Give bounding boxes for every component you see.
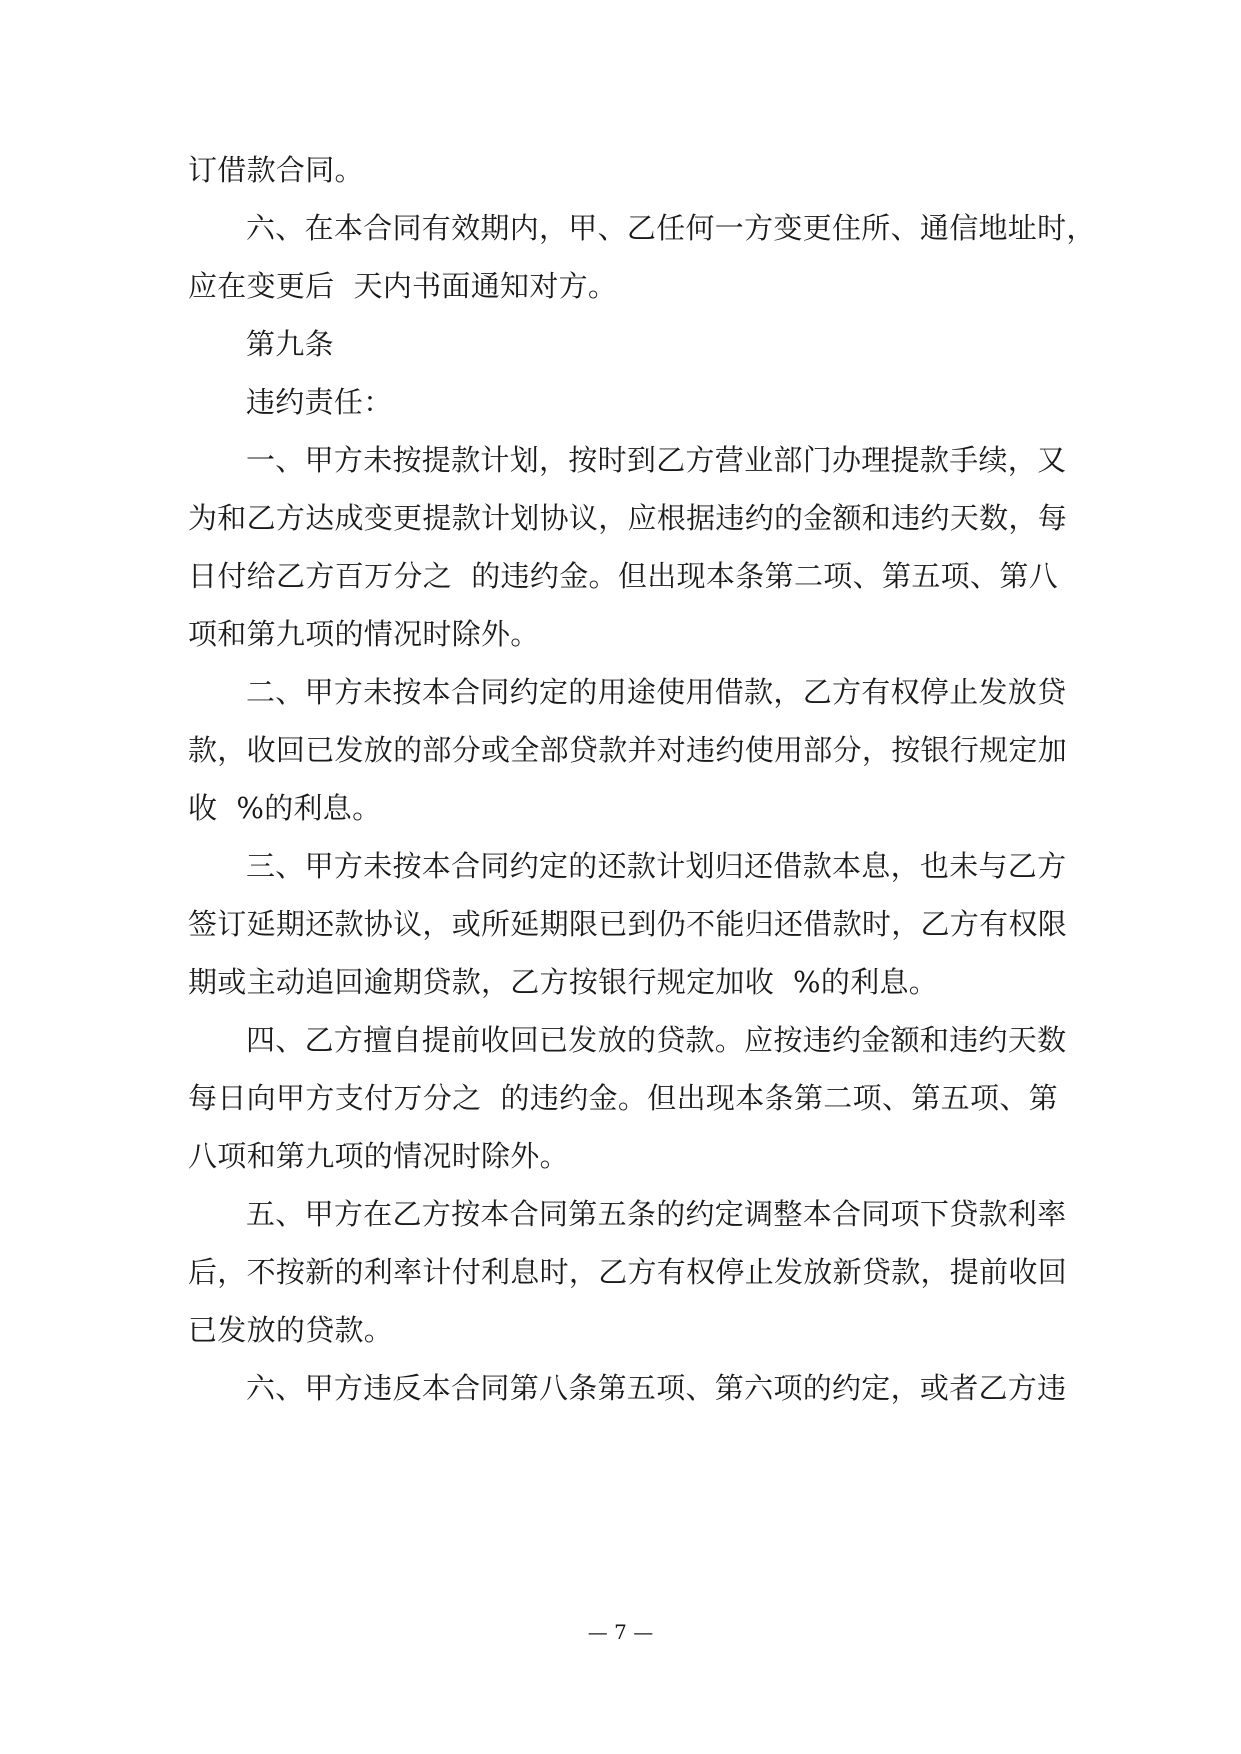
text-line: 应在变更后 天内书面通知对方。 [188, 269, 618, 303]
text-line: 项和第九项的情况时除外。 [188, 617, 540, 651]
text-line: 为和乙方达成变更提款计划协议，应根据违约的金额和违约天数，每 [188, 501, 1068, 535]
text-line: 三、甲方未按本合同约定的还款计划归还借款本息，也未与乙方 [246, 849, 1067, 883]
text-line: 八项和第九项的情况时除外。 [188, 1139, 569, 1173]
text-line: 款，收回已发放的部分或全部贷款并对违约使用部分，按银行规定加 [188, 733, 1068, 767]
text-line: 每日向甲方支付万分之 的违约金。但出现本条第二项、第五项、第 [188, 1081, 1058, 1115]
section-heading: 第九条 [246, 327, 334, 361]
text-line: 六、在本合同有效期内，甲、乙任何一方变更住所、通信地址时， [246, 211, 1096, 245]
text-line: 签订延期还款协议，或所延期限已到仍不能归还借款时，乙方有权限 [188, 907, 1068, 941]
text-line: 收 %的利息。 [188, 791, 382, 825]
text-line: 日付给乙方百万分之 的违约金。但出现本条第二项、第五项、第八 [188, 559, 1058, 593]
text-line: 期或主动追回逾期贷款，乙方按银行规定加收 %的利息。 [188, 965, 939, 999]
text-line: 六、甲方违反本合同第八条第五项、第六项的约定，或者乙方违 [246, 1371, 1067, 1405]
text-line: 五、甲方在乙方按本合同第五条的约定调整本合同项下贷款利率 [246, 1197, 1067, 1231]
page-number: — 7 — [587, 1620, 654, 1644]
text-line: 后，不按新的利率计付利息时，乙方有权停止发放新贷款，提前收回 [188, 1255, 1068, 1289]
text-line: 二、甲方未按本合同约定的用途使用借款，乙方有权停止发放贷 [246, 675, 1067, 709]
text-line: 已发放的贷款。 [188, 1313, 394, 1347]
text-line: 订借款合同。 [188, 153, 364, 187]
section-subheading: 违约责任： [246, 385, 393, 419]
text-line: 四、乙方擅自提前收回已发放的贷款。应按违约金额和违约天数 [246, 1023, 1067, 1057]
text-line: 一、甲方未按提款计划，按时到乙方营业部门办理提款手续，又 [246, 443, 1067, 477]
